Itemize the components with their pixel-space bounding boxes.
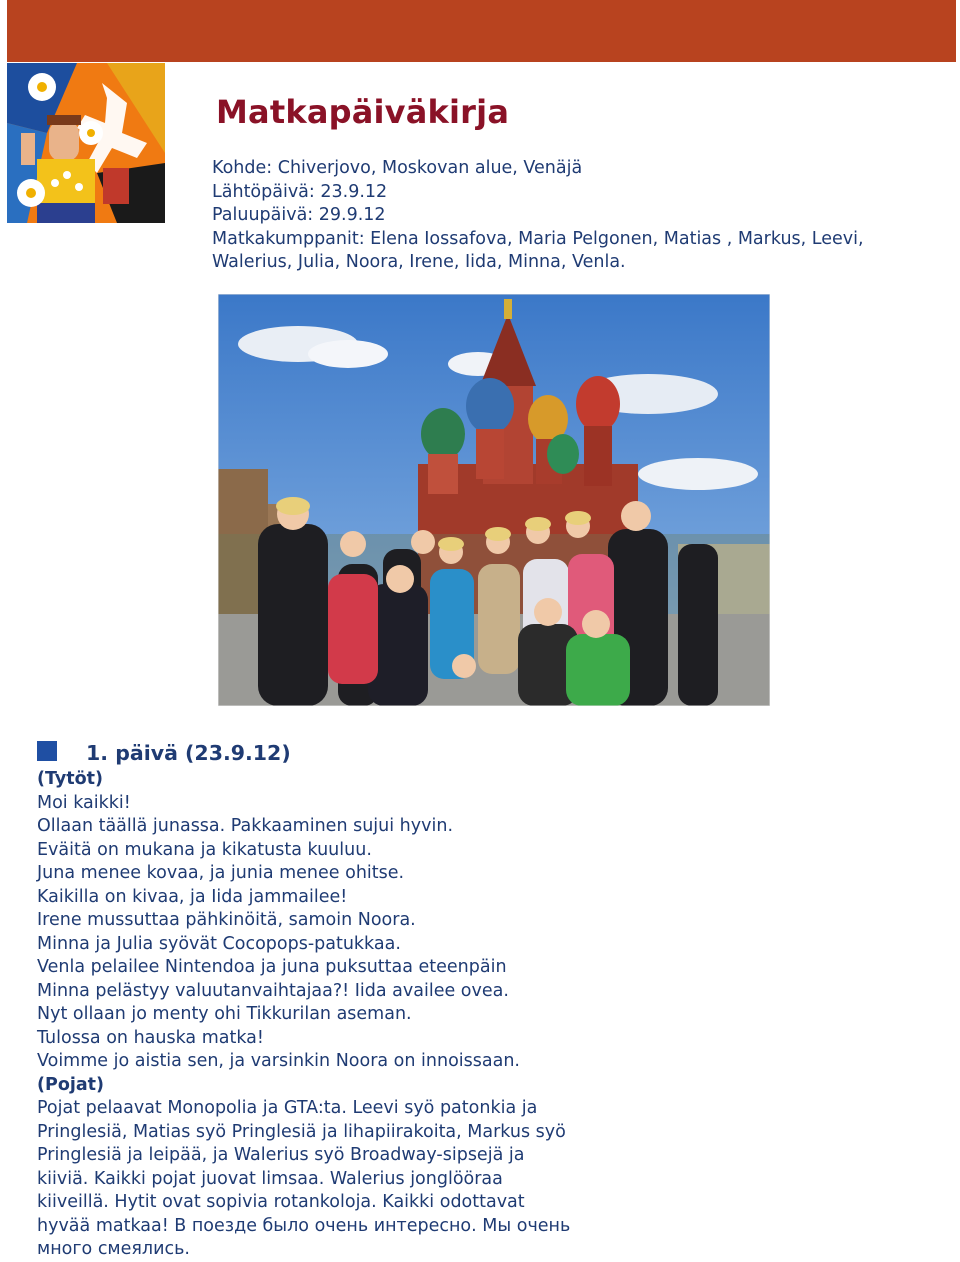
boys-line: Pringlesiä, Matias syö Pringlesiä ja lihapiirakoita, Markus syö [37,1121,566,1142]
girls-line: Eväitä on mukana ja kikatusta kuuluu. [37,839,372,860]
return-date: Paluupäivä: 29.9.12 [212,205,386,225]
page-title: Matkapäiväkirja [216,93,510,131]
girls-section-label: (Tytöt) [37,769,104,789]
boys-line: kiiviä. Kaikki pojat juovat limsaa. Walerius jonglööraa [37,1168,503,1189]
girls-line: Moi kaikki! [37,792,131,813]
boys-line: kiiveillä. Hytit ovat sopivia rotankoloja. Kaikki odottavat [37,1192,525,1212]
boys-line: много смеялись. [37,1239,190,1259]
destination-line: Kohde: Chiverjovo, Moskovan alue, Venäjä [212,158,583,178]
trip-details [212,157,952,275]
boys-line: hyvää matkaa! В поезде было очень интересно. Мы очень [37,1215,571,1236]
day-heading: 1. päivä (23.9.12) [86,741,291,765]
girls-line: Nyt ollaan jo menty ohi Tikkurilan aseman. [37,1004,412,1024]
square-bullet-icon [37,741,57,761]
companions-line-2: Walerius, Julia, Noora, Irene, Iida, Minna, Venla. [212,252,626,272]
girls-line: Irene mussuttaa pähkinöitä, samoin Noora. [37,910,416,930]
departure-date: Lähtöpäivä: 23.9.12 [212,181,388,202]
girls-line: Voimme jo aistia sen, ja varsinkin Noora on innoissaan. [37,1051,520,1071]
girls-line: Venla pelailee Nintendoa ja juna puksuttaa eteenpäin [37,957,507,977]
boys-line: Pojat pelaavat Monopolia ja GTA:ta. Leevi syö patonkia ja [37,1098,538,1118]
girls-line: Kaikilla on kivaa, ja Iida jammailee! [37,886,348,907]
girls-line: Minna ja Julia syövät Cocopops-patukkaa. [37,933,401,954]
girls-line: Ollaan täällä junassa. Pakkaaminen sujui hyvin. [37,816,454,836]
diary-entry [37,768,637,1262]
girls-line: Tulossa on hauska matka! [37,1027,264,1048]
boys-line: Pringlesiä ja leipää, ja Walerius syö Broadway-sipsejä ja [37,1145,525,1165]
traveler-logo-icon [7,63,165,223]
companions-line-1: Matkakumppanit: Elena Iossafova, Maria Pelgonen, Matias , Markus, Leevi, [212,228,864,249]
boys-section-label: (Pojat) [37,1074,105,1095]
girls-line: Juna menee kovaa, ja junia menee ohitse. [37,863,405,883]
girls-line: Minna pelästyy valuutanvaihtajaa?! Iida availee ovea. [37,980,509,1001]
top-banner [7,0,956,62]
group-photo [218,294,770,706]
